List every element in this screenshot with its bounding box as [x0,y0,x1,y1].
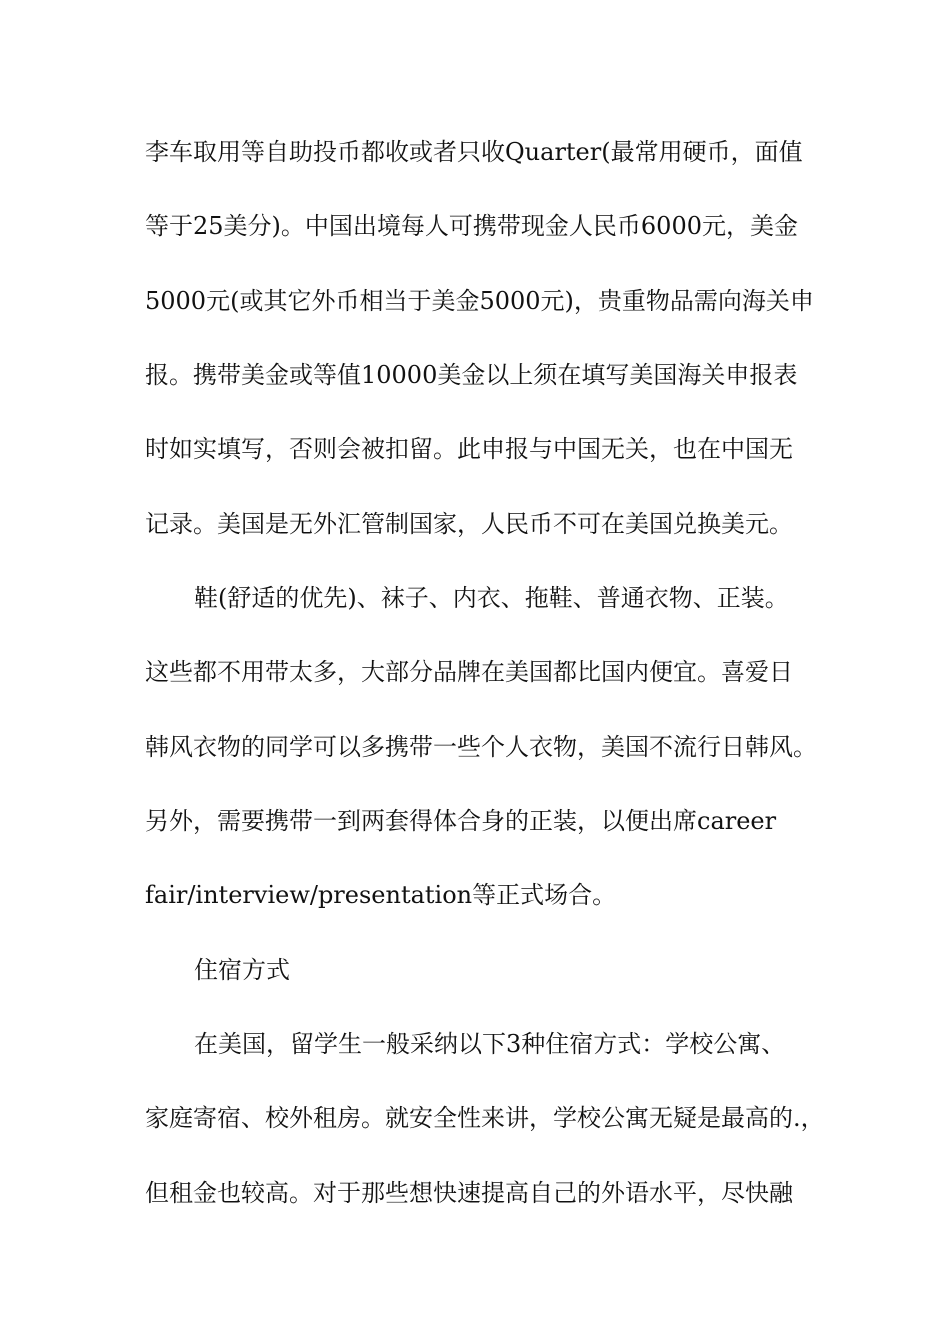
text-line-15: 但租金也较高。对于那些想快速提高自己的外语水平，尽快融 [145,1179,793,1207]
text-line-3: 5000元(或其它外币相当于美金5000元)，贵重物品需向海关申 [145,287,814,315]
text-line-14: 家庭寄宿、校外租房。就安全性来讲，学校公寓无疑是最高的.， [145,1104,825,1132]
text-line-10: 另外，需要携带一到两套得体合身的正装，以便出席career [145,807,777,835]
text-line-4: 报。携带美金或等值10000美金以上须在填写美国海关申报表 [145,361,798,389]
text-line-7: 鞋(舒适的优先)、袜子、内衣、拖鞋、普通衣物、正装。 [194,584,789,612]
text-line-6: 记录。美国是无外汇管制国家，人民币不可在美国兑换美元。 [145,510,793,538]
text-line-11: fair/interview/presentation等正式场合。 [145,881,617,909]
text-line-1: 李车取用等自助投币都收或者只收Quarter(最常用硬币，面值 [145,138,803,166]
text-line-13: 在美国，留学生一般采纳以下3种住宿方式：学校公寓、 [194,1030,786,1058]
text-line-8: 这些都不用带太多，大部分品牌在美国都比国内便宜。喜爱日 [145,658,793,686]
text-line-2: 等于25美分)。中国出境每人可携带现金人民币6000元，美金 [145,212,798,240]
text-line-5: 时如实填写，否则会被扣留。此申报与中国无关，也在中国无 [145,435,793,463]
text-line-9: 韩风衣物的同学可以多携带一些个人衣物，美国不流行日韩风。 [145,733,817,761]
section-heading: 住宿方式 [194,956,290,984]
